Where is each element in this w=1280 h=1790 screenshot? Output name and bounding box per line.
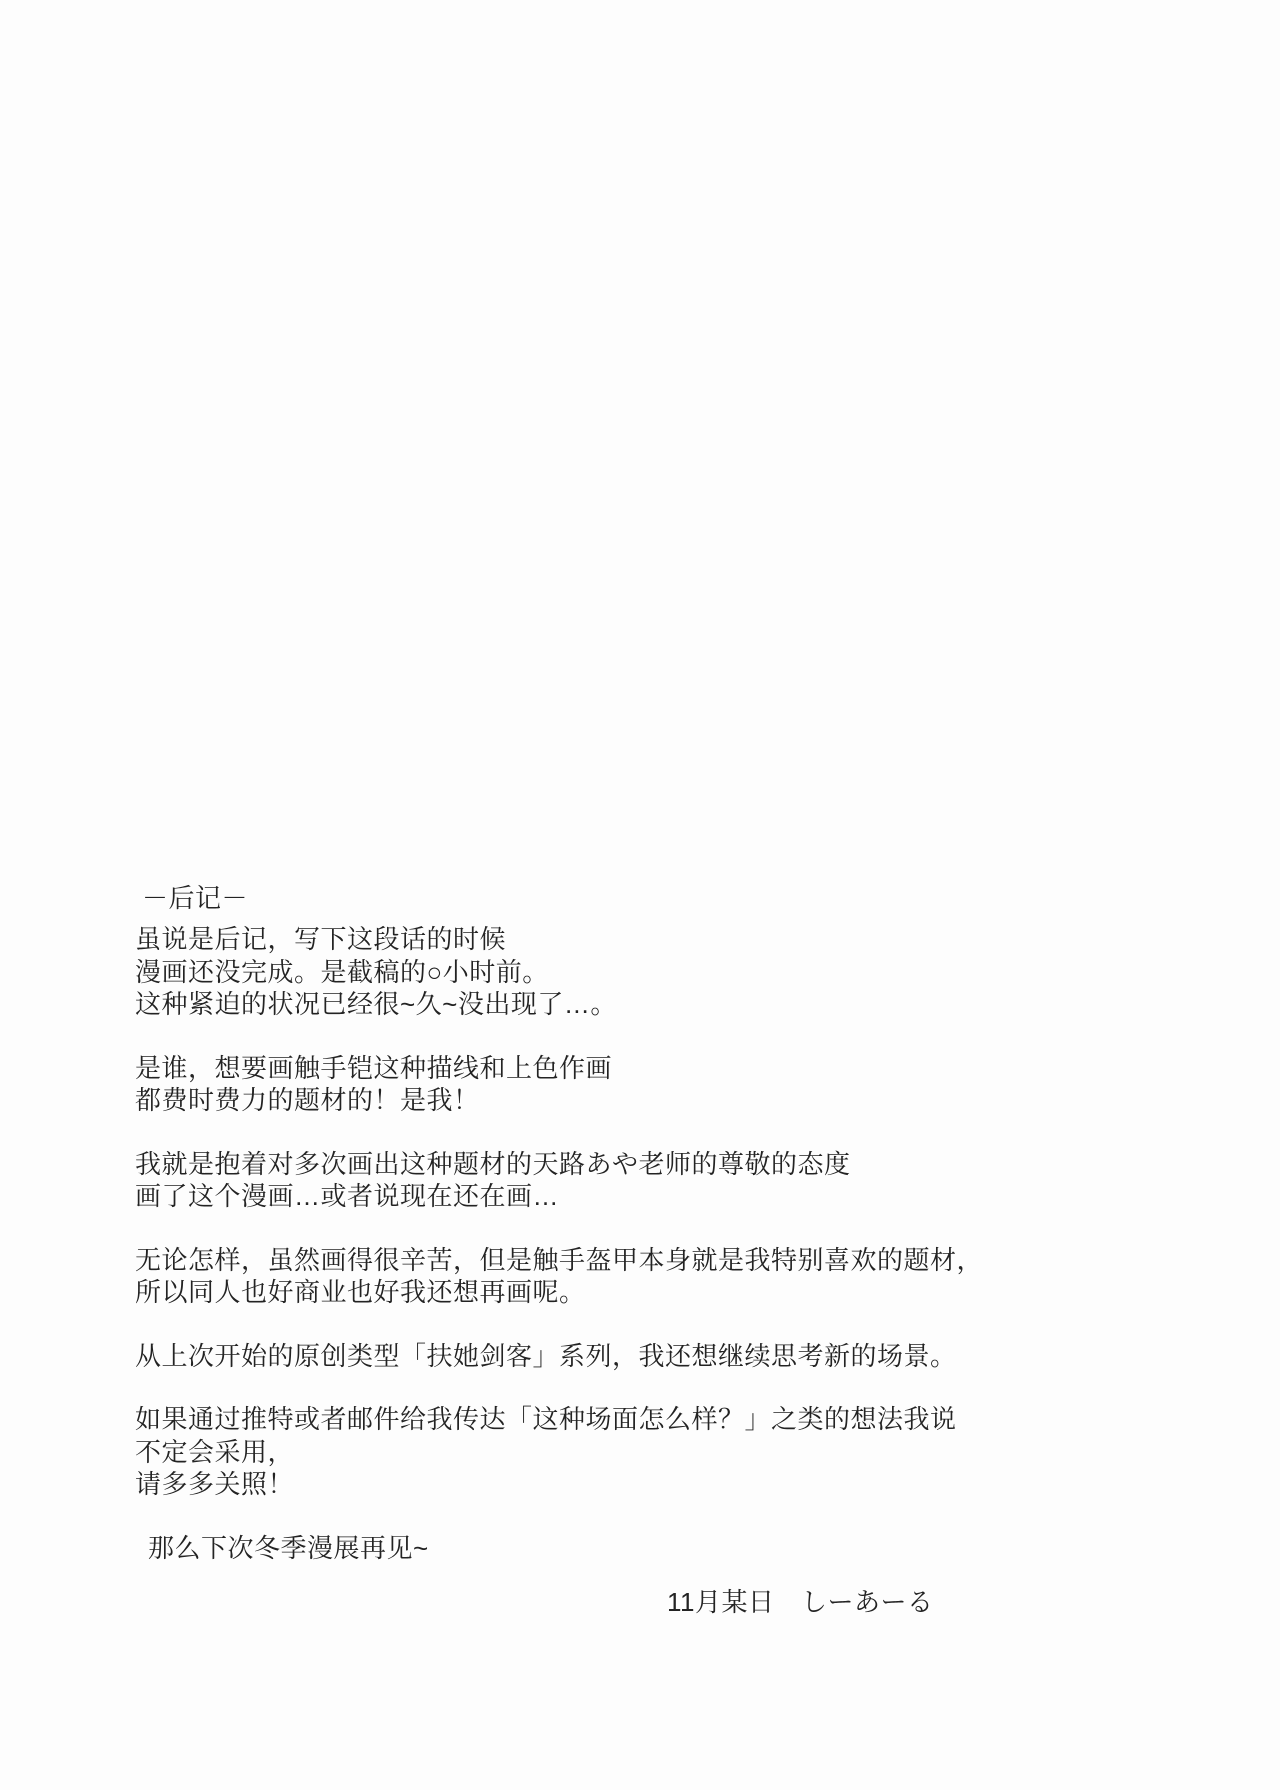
signoff-line: 那么下次冬季漫展再见~ [148, 1532, 429, 1563]
afterword-line: 都费时费力的题材的！是我！ [135, 1085, 480, 1115]
date-author-line: 11月某日 しーあーる [667, 1587, 934, 1617]
paragraph-respect [135, 1148, 1215, 1213]
paragraph-who-wanted [135, 1052, 1215, 1117]
afterword-line: 无论怎样，虽然画得很辛苦，但是触手盔甲本身就是我特别喜欢的题材， [135, 1244, 984, 1275]
afterword-text-block [135, 882, 1215, 1619]
paragraph-deadline [135, 923, 1215, 1021]
afterword-line: 如果通过推特或者邮件给我传达「这种场面怎么样？」之类的想法我说 [135, 1404, 957, 1434]
paragraph-favorite-theme [135, 1244, 1215, 1309]
afterword-line: 我就是抱着对多次画出这种题材的天路あや老师的尊敬的态度 [135, 1148, 851, 1179]
paragraph-suggestions [135, 1403, 1215, 1501]
paragraph-series [135, 1340, 1215, 1373]
afterword-line: 是谁，想要画触手铠这种描线和上色作画 [135, 1052, 613, 1083]
afterword-line: 请多多关照！ [135, 1469, 295, 1499]
afterword-line: 漫画还没完成。是截稿的○小时前。 [135, 956, 549, 987]
afterword-line: 所以同人也好商业也好我还想再画呢。 [135, 1277, 586, 1307]
afterword-line: 不定会采用， [135, 1436, 295, 1467]
afterword-line: 从上次开始的原创类型「扶她剑客」系列，我还想继续思考新的场景。 [135, 1340, 957, 1371]
afterword-title: －后记－ [142, 883, 249, 913]
afterword-line: 虽说是后记，写下这段话的时候 [135, 924, 507, 954]
afterword-line: 这种紧迫的状况已经很~久~没出现了…。 [135, 989, 617, 1019]
afterword-line: 画了这个漫画…或者说现在还在画… [135, 1181, 560, 1211]
